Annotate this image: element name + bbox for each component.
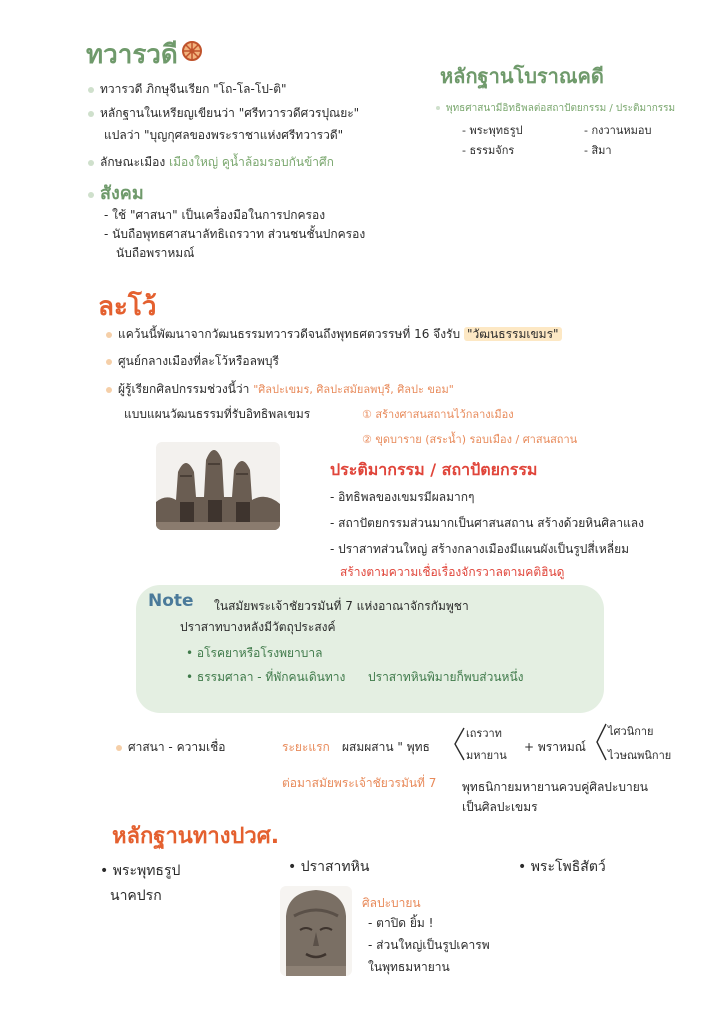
religion-label: ศาสนา - ความเชื่อ bbox=[116, 738, 225, 757]
bullet-icon bbox=[436, 106, 440, 110]
lavo-title: ละโว้ bbox=[98, 292, 157, 322]
religion-brahmin: + พราหมณ์ bbox=[524, 740, 586, 754]
dvaravati-title: ทวารวดี bbox=[86, 40, 178, 70]
art-names-highlight: "ศิลปะเขมร, ศิลปะสมัยลพบุรี, ศิลปะ ขอม" bbox=[253, 383, 454, 396]
bayon-line-3: ในพุทธมหายาน bbox=[368, 960, 450, 974]
archaeology-item-4: - สิมา bbox=[584, 144, 612, 157]
bayon-title: ศิลปะบายน bbox=[362, 896, 421, 910]
dvaravati-line-1: ทวารวดี ภิกษุจีนเรียก "โถ-โล-โป-ติ" bbox=[88, 80, 287, 99]
note-bullet-2-tail: ปราสาทหินพิมายก็พบส่วนหนึ่ง bbox=[368, 670, 524, 684]
bayon-face-photo bbox=[280, 886, 352, 976]
religion-later-text-2: เป็นศิลปะเขมร bbox=[462, 800, 538, 814]
lavo-line-1: แคว้นนี้พัฒนาจากวัฒนธรรมทวารวดีจนถึงพุทธศตวรรษที่ 16 จึงรับ "วัฒนธรรมเขมร" bbox=[106, 325, 562, 344]
society-heading: สังคม bbox=[88, 178, 144, 207]
bullet-icon bbox=[88, 87, 94, 93]
sculpture-line-3: - ปราสาทส่วนใหญ่ สร้างกลางเมืองมีแผนผังเป็นรูปสี่เหลี่ยม bbox=[330, 542, 630, 556]
dvaravati-line-2: หลักฐานในเหรียญเขียนว่า "ศรีทวารวดีศวรปุณยะ" bbox=[88, 104, 359, 123]
evidence-buddha: • พระพุทธรูป bbox=[100, 863, 181, 879]
dvaravati-city: ลักษณะเมือง เมืองใหญ่ คูน้ำล้อมรอบกันข้าศึก bbox=[88, 153, 334, 172]
society-line-1: - ใช้ "ศาสนา" เป็นเครื่องมือในการปกครอง bbox=[104, 208, 326, 222]
history-evidence-title: หลักฐานทางปวศ. bbox=[112, 824, 280, 849]
bracket-icon bbox=[452, 726, 466, 762]
khmer-culture-highlight: "วัฒนธรรมเขมร" bbox=[464, 327, 562, 341]
note-bullet-2: • ธรรมศาลา - ที่พักคนเดินทาง bbox=[186, 670, 346, 684]
archaeology-item-2: - กงวานหมอบ bbox=[584, 124, 652, 137]
lavo-line-3: ผู้รู้เรียกศิลปกรรมช่วงนี้ว่า "ศิลปะเขมร, ศิลปะสมัยลพบุรี, ศิลปะ ขอม" bbox=[106, 380, 454, 399]
religion-mahayana: มหายาน bbox=[466, 749, 507, 762]
archaeology-item-1: - พระพุทธรูป bbox=[462, 124, 523, 137]
evidence-bodhisattva: • พระโพธิสัตว์ bbox=[518, 859, 606, 875]
dharma-wheel-icon bbox=[181, 40, 203, 62]
city-highlight: เมืองใหญ่ คูน้ำล้อมรอบกันข้าศึก bbox=[169, 155, 334, 169]
religion-early: ระยะแรก bbox=[282, 740, 330, 754]
bayon-line-2: - ส่วนใหญ่เป็นรูปเคารพ bbox=[368, 938, 490, 952]
note-bullet-1: • อโรคยาหรือโรงพยาบาล bbox=[186, 646, 323, 660]
lavo-item-2: ② ขุดบาราย (สระน้ำ) รอบเมือง / ศาสนสถาน bbox=[362, 433, 578, 446]
evidence-prasat: • ปราสาทหิน bbox=[288, 859, 370, 875]
bullet-icon bbox=[88, 111, 94, 117]
note-line-2: ปราสาทบางหลังมีวัตถุประสงค์ bbox=[180, 620, 336, 634]
note-line-1: ในสมัยพระเจ้าชัยวรมันที่ 7 แห่งอาณาจักรกัมพูชา bbox=[214, 599, 469, 613]
lavo-line-4: แบบแผนวัฒนธรรมที่รับอิทธิพลเขมร bbox=[124, 407, 311, 421]
bullet-icon bbox=[106, 387, 112, 393]
khmer-temple-photo bbox=[156, 442, 280, 530]
bullet-icon bbox=[116, 745, 122, 751]
sculpture-line-4: สร้างตามความเชื่อเรื่องจักรวาลตามคติฮินดู bbox=[340, 565, 565, 579]
religion-later: ต่อมาสมัยพระเจ้าชัยวรมันที่ 7 bbox=[282, 776, 437, 790]
bullet-icon bbox=[106, 332, 112, 338]
bayon-line-1: - ตาปิด ยิ้ม ! bbox=[368, 916, 434, 930]
bracket-icon bbox=[594, 722, 608, 762]
bullet-icon bbox=[106, 359, 112, 365]
religion-later-text-1: พุทธนิกายมหายานควบคู่ศิลปะบายน bbox=[462, 780, 648, 794]
bullet-icon bbox=[88, 160, 94, 166]
note-label: Note bbox=[148, 591, 194, 611]
society-line-2: - นับถือพุทธศาสนาลัทธิเถรวาท ส่วนชนชั้นปกครอง bbox=[104, 227, 366, 241]
sculpture-title: ประติมากรรม / สถาปัตยกรรม bbox=[330, 460, 538, 479]
sculpture-line-2: - สถาปัตยกรรมส่วนมากเป็นศาสนสถาน สร้างด้วยหินศิลาแลง bbox=[330, 516, 645, 530]
evidence-naga: นาคปรก bbox=[110, 888, 162, 904]
religion-vaishnava: ไวษณพนิกาย bbox=[608, 749, 672, 762]
archaeology-item-3: - ธรรมจักร bbox=[462, 144, 515, 157]
bullet-icon bbox=[88, 192, 94, 198]
religion-theravada: เถรวาท bbox=[466, 727, 502, 740]
sculpture-line-1: - อิทธิพลของเขมรมีผลมากๆ bbox=[330, 490, 475, 504]
society-line-3: นับถือพราหมณ์ bbox=[116, 246, 195, 260]
lavo-line-2: ศูนย์กลางเมืองที่ละโว้หรือลพบุรี bbox=[106, 352, 279, 371]
lavo-item-1: ① สร้างศาสนสถานไว้กลางเมือง bbox=[362, 408, 514, 421]
archaeology-intro: พุทธศาสนามีอิทธิพลต่อสถาปัตยกรรม / ประติมากรรม bbox=[436, 101, 675, 116]
dvaravati-line-3: แปลว่า "บุญกุศลของพระราชาแห่งศรีทวารวดี" bbox=[104, 128, 344, 142]
religion-mix: ผสมผสาน " พุทธ bbox=[342, 740, 430, 754]
archaeology-title: หลักฐานโบราณคดี bbox=[440, 64, 604, 88]
religion-shaiva: ไศวนิกาย bbox=[608, 725, 654, 738]
